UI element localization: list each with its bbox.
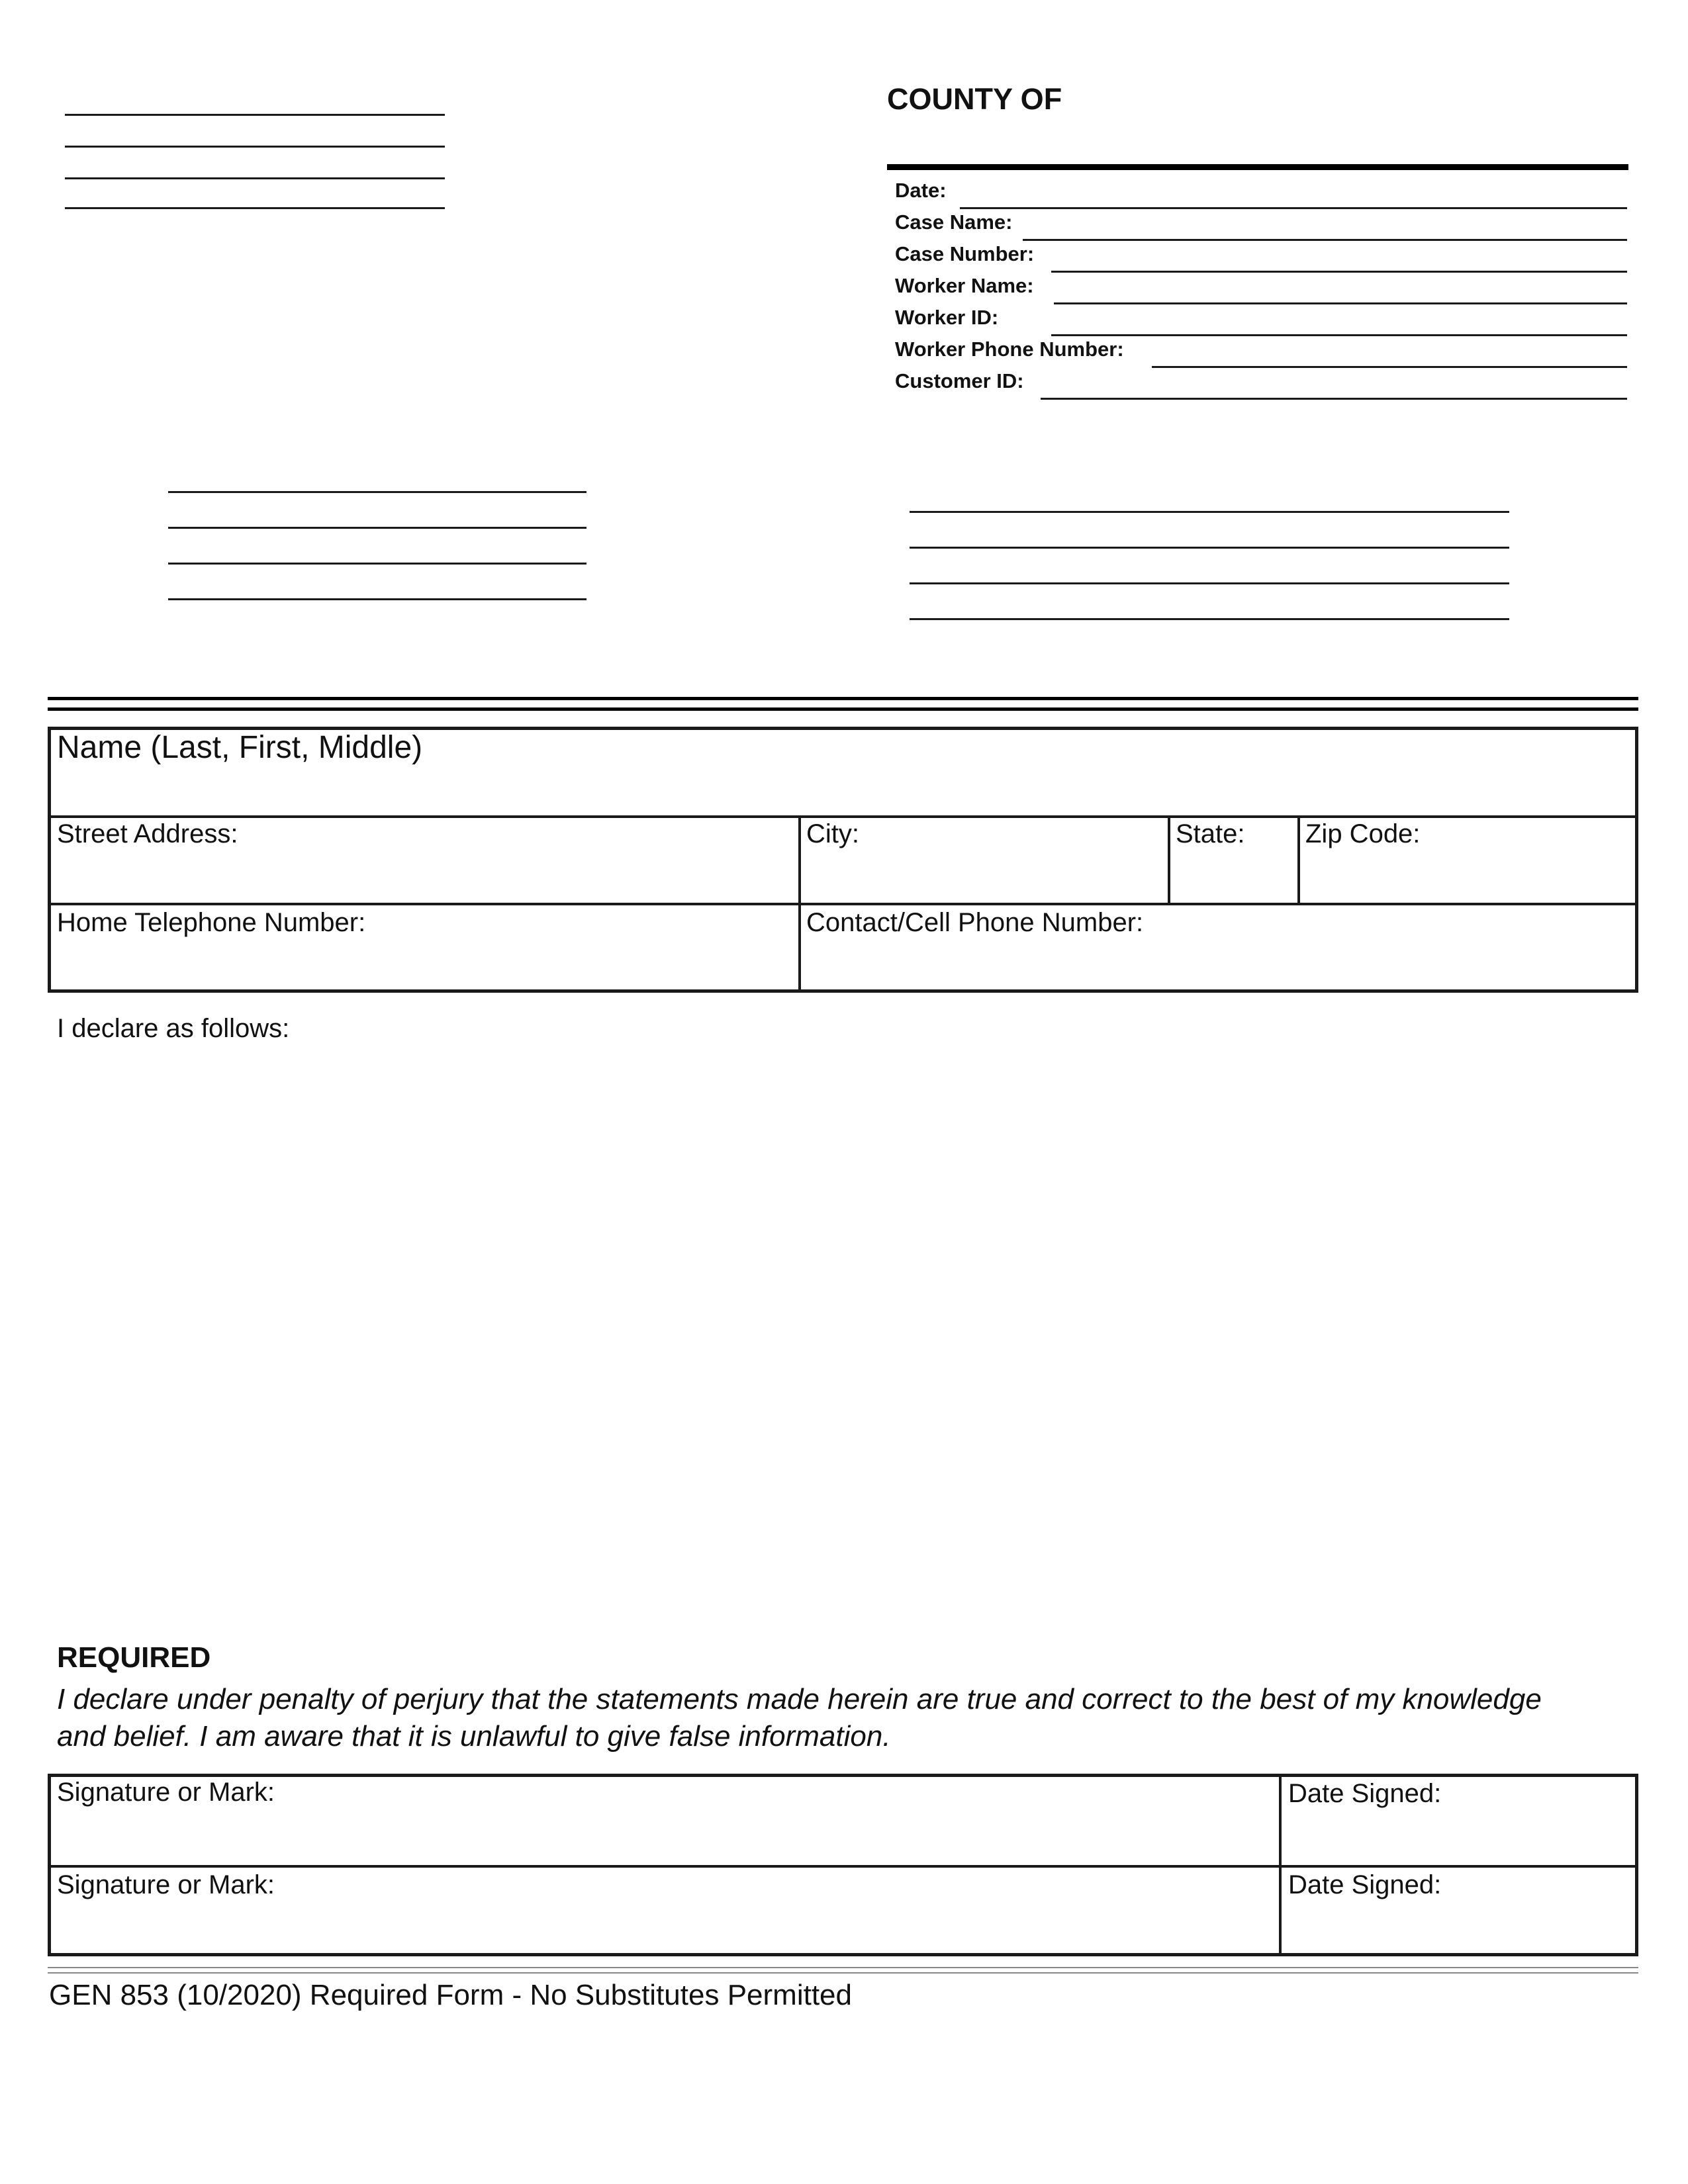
address-line[interactable] <box>168 598 586 600</box>
address-line[interactable] <box>65 177 445 179</box>
worker-phone-label: Worker Phone Number: <box>895 338 1124 361</box>
perjury-statement: I declare under penalty of perjury that the statements made herein are true and correct to the best of my knowledge and belief. I am aware that it is unlawful to give false information. <box>57 1683 1542 1752</box>
address-line[interactable] <box>910 618 1509 620</box>
address-line[interactable] <box>910 582 1509 584</box>
name-field-label[interactable]: Name (Last, First, Middle) <box>57 730 423 765</box>
case-name-label: Case Name: <box>895 210 1013 234</box>
column-divider <box>1297 815 1300 903</box>
county-title: COUNTY OF <box>887 82 1062 116</box>
declaration-intro: I declare as follows: <box>57 1014 290 1043</box>
footer-rule <box>48 1967 1638 1968</box>
worker-id-label: Worker ID: <box>895 306 999 329</box>
home-phone-field-label[interactable]: Home Telephone Number: <box>57 908 366 937</box>
footer-rule <box>48 1972 1638 1974</box>
date-field-line[interactable] <box>960 207 1627 209</box>
double-rule-top <box>48 697 1638 700</box>
customer-id-field-line[interactable] <box>1041 398 1627 400</box>
case-name-field-line[interactable] <box>1023 239 1627 241</box>
zip-code-field-label[interactable]: Zip Code: <box>1305 819 1421 848</box>
customer-id-label: Customer ID: <box>895 369 1024 392</box>
county-rule <box>887 164 1628 170</box>
address-line[interactable] <box>168 563 586 565</box>
address-line[interactable] <box>168 527 586 529</box>
street-address-field-label[interactable]: Street Address: <box>57 819 238 848</box>
case-number-field-line[interactable] <box>1051 271 1627 273</box>
declaration-text-area[interactable] <box>57 1052 1632 1621</box>
column-divider <box>1168 815 1170 903</box>
double-rule-bottom <box>48 707 1638 711</box>
row-divider <box>48 1865 1638 1868</box>
column-divider <box>798 815 801 993</box>
signature-field-label[interactable]: Signature or Mark: <box>57 1870 275 1899</box>
address-line[interactable] <box>168 491 586 493</box>
worker-phone-field-line[interactable] <box>1152 366 1627 368</box>
signature-field-label[interactable]: Signature or Mark: <box>57 1778 275 1807</box>
worker-name-field-line[interactable] <box>1054 302 1627 304</box>
required-heading: REQUIRED <box>57 1641 211 1674</box>
date-signed-field-label[interactable]: Date Signed: <box>1288 1779 1442 1808</box>
worker-id-field-line[interactable] <box>1051 334 1627 336</box>
row-divider <box>48 903 1638 905</box>
cell-phone-field-label[interactable]: Contact/Cell Phone Number: <box>806 908 1144 937</box>
address-line[interactable] <box>910 511 1509 513</box>
address-line[interactable] <box>65 207 445 209</box>
form-footer: GEN 853 (10/2020) Required Form - No Substitutes Permitted <box>49 1979 852 2011</box>
address-line[interactable] <box>65 146 445 148</box>
case-number-label: Case Number: <box>895 242 1035 265</box>
state-field-label[interactable]: State: <box>1176 819 1245 848</box>
date-label: Date: <box>895 179 947 202</box>
date-signed-field-label[interactable]: Date Signed: <box>1288 1870 1442 1899</box>
city-field-label[interactable]: City: <box>806 819 859 848</box>
row-divider <box>48 815 1638 818</box>
worker-name-label: Worker Name: <box>895 274 1034 297</box>
address-line[interactable] <box>910 547 1509 549</box>
address-line[interactable] <box>65 114 445 116</box>
column-divider <box>1279 1774 1282 1956</box>
